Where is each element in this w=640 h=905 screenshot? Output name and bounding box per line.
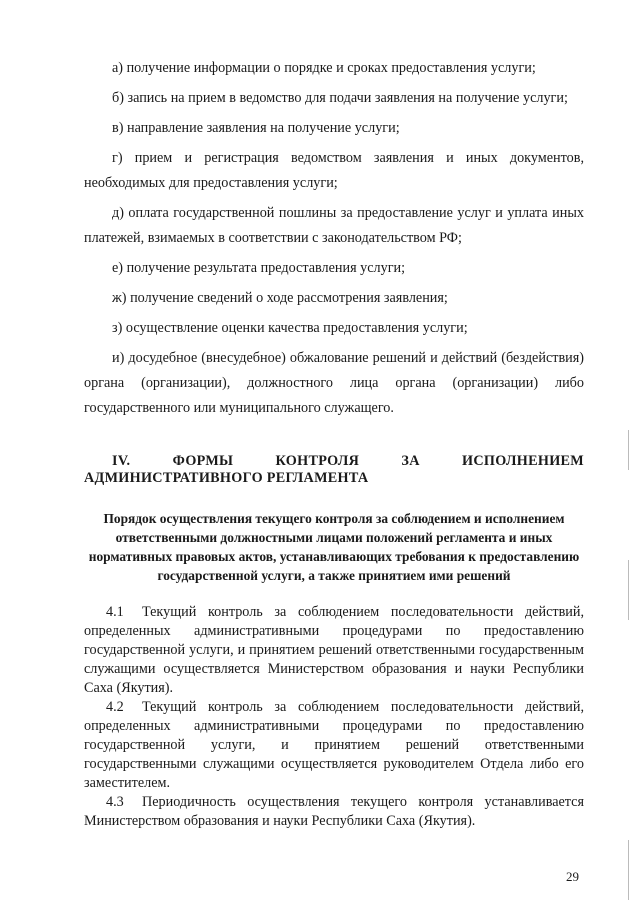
list-item-b: б) запись на прием в ведомство для подачи заявления на получение услуги; xyxy=(112,90,568,106)
scan-edge-mark xyxy=(628,560,629,620)
clause-number: 4.2 xyxy=(106,699,124,715)
list-item-z: з) осуществление оценки качества предоставления услуги; xyxy=(112,320,468,336)
list-item-d: д) оплата государственной пошлины за предоставление услуг и уплата иных платежей, взимаемых в соответствии с законодательством РФ; xyxy=(84,205,584,246)
clause-text: Текущий контроль за соблюдением последовательности действий, определенных административными процедурами по предоставлению государственной услуги, и принятием решений ответственными государственными служащими осуществляется руководителем Отдела либо его заместителем. xyxy=(84,699,584,791)
clause-number: 4.1 xyxy=(106,604,124,620)
clause-4-3 xyxy=(84,793,584,831)
clause-4-2 xyxy=(84,698,584,793)
section-title-line1: IV. ФОРМЫ КОНТРОЛЯ ЗА ИСПОЛНЕНИЕМ xyxy=(112,453,584,469)
clause-text: Текущий контроль за соблюдением последовательности действий, определенных административными процедурами по предоставлению государственной услуги, и принятием решений ответственными государственным служащими осуществляется Министерством образования и науки Республики Саха (Якутия). xyxy=(84,604,584,696)
scan-edge-mark xyxy=(628,840,629,900)
list-item-e: е) получение результата предоставления услуги; xyxy=(112,260,406,276)
clause-number: 4.3 xyxy=(106,794,124,810)
section-title-line2: АДМИНИСТРАТИВНОГО РЕГЛАМЕНТА xyxy=(84,470,369,486)
list-item-zh: ж) получение сведений о ходе рассмотрения заявления; xyxy=(112,290,448,306)
list-item-v: в) направление заявления на получение услуги; xyxy=(112,120,400,136)
clause-text: Периодичность осуществления текущего контроля устанавливается Министерством образования и науки Республики Саха (Якутия). xyxy=(84,794,584,829)
section-subheading: Порядок осуществления текущего контроля за соблюдением и исполнением ответственными должностными лицами положений регламента и иных нормативных правовых актов, устанавливающих требования к предоставлению государственной услуги, а также принятием ими решений xyxy=(88,511,580,583)
document-page xyxy=(84,0,584,831)
scan-edge-mark xyxy=(628,430,629,470)
list-item-i: и) досудебное (внесудебное) обжалование решений и действий (бездействия) органа (организации), должностного лица органа (организации) либо государственного или муниципального служащего. xyxy=(84,350,584,416)
list-item-a: а) получение информации о порядке и сроках предоставления услуги; xyxy=(112,60,536,76)
page-number: 29 xyxy=(566,869,579,884)
list-item-g: г) прием и регистрация ведомством заявления и иных документов, необходимых для предоставления услуги; xyxy=(84,150,584,191)
clause-4-1 xyxy=(84,603,584,698)
